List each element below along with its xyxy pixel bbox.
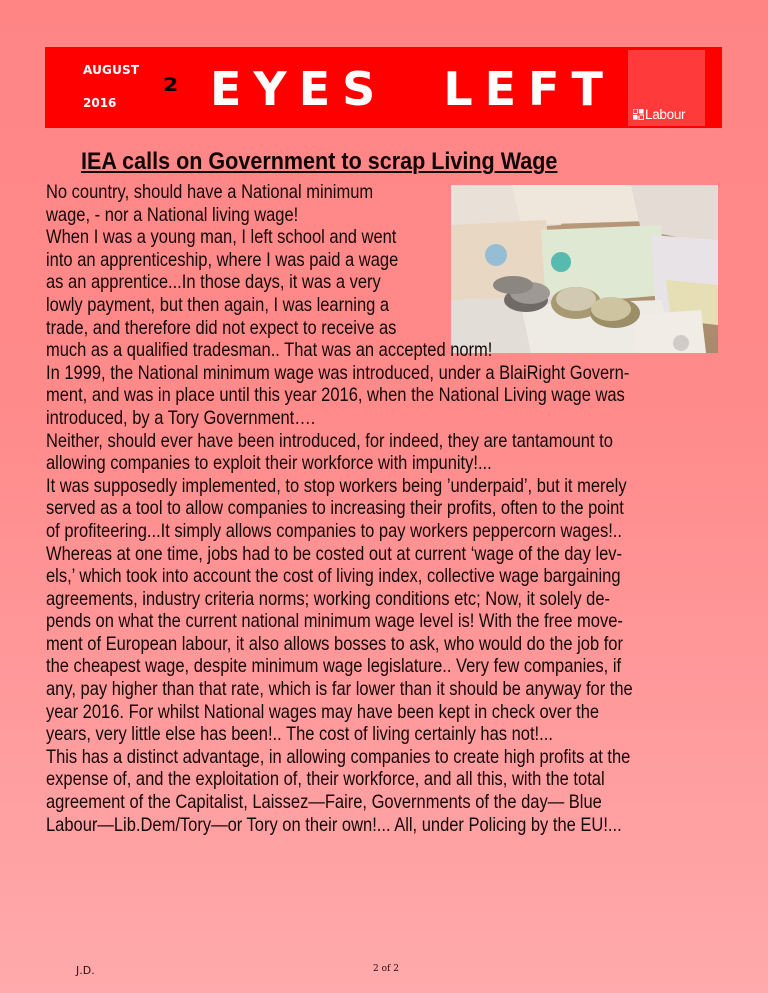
article-line: year 2016. For whilst National wages may have been kept in check over the [46, 701, 600, 723]
article-line: much as a qualified tradesman.. That was an accepted norm! [46, 340, 493, 362]
article-line: allowing companies to exploit their workforce with impunity!... [46, 453, 492, 475]
article-line: wage, - nor a National living wage! [46, 204, 299, 226]
article-line: agreement of the Capitalist, Laissez—Faire, Governments of the day— Blue [46, 792, 602, 814]
article-line: served as a tool to allow companies to increasing their profits, often to the point [46, 498, 624, 520]
author-initials: J.D. [76, 964, 95, 977]
article-headline: IEA calls on Government to scrap Living Wage [81, 148, 558, 175]
rose-icon [633, 109, 644, 120]
article-line: Whereas at one time, jobs had to be costed out at current ‘wage of the day lev- [46, 543, 623, 565]
article-line: pends on what the current national minimum wage level is! With the free move- [46, 611, 623, 633]
article-line: This has a distinct advantage, in allowing companies to create high profits at the [46, 746, 631, 768]
article-line: lowly payment, but then again, I was learning a [46, 294, 390, 316]
labour-logo [633, 107, 685, 122]
article-line: ment of European labour, it also allows bosses to ask, who would do the job for [46, 633, 623, 655]
article-line: as an apprentice...In those days, it was a very [46, 272, 381, 294]
article-line: trade, and therefore did not expect to receive as [46, 317, 397, 339]
article-line: agreements, industry criteria norms; working conditions etc; Now, it solely de- [46, 588, 611, 610]
article-line: of profiteering...It simply allows companies to pay workers peppercorn wages!.. [46, 520, 622, 542]
masthead-banner [45, 47, 722, 128]
issue-month: AUGUST [83, 63, 140, 77]
article-line: introduced, by a Tory Government…. [46, 407, 316, 429]
article-line: No country, should have a National minimum [46, 182, 374, 203]
article-body [46, 182, 768, 837]
article-line: Neither, should ever have been introduced, for indeed, they are tantamount to [46, 430, 613, 452]
article-line: ment, and was in place until this year 2016, when the National Living wage was [46, 385, 625, 407]
article-line: expense of, and the exploitation of, their workforce, and all this, with the total [46, 769, 605, 791]
newsletter-title: EYES LEFT [210, 62, 615, 116]
article-line: It was supposedly implemented, to stop workers being ’underpaid’, but it merely [46, 475, 627, 497]
issue-year: 2016 [83, 96, 117, 110]
article-line: When I was a young man, I left school and went [46, 227, 397, 249]
labour-logo-box [628, 50, 705, 126]
article-line: In 1999, the National minimum wage was introduced, under a BlaiRight Govern- [46, 362, 630, 384]
labour-logo-text: Labour [645, 107, 686, 122]
issue-number: 2 [163, 74, 179, 97]
article-line: Labour—Lib.Dem/Tory—or Tory on their own!... All, under Policing by the EU!... [46, 814, 622, 836]
article-line: the cheapest wage, despite minimum wage legislature.. Very few companies, if [46, 656, 622, 678]
article-line: els,’ which took into account the cost of living index, collective wage bargaining [46, 566, 621, 588]
article-line: years, very little else has been!.. The cost of living certainly has not!... [46, 724, 553, 746]
article-line: any, pay higher than that rate, which is far lower than it should be anyway for the [46, 679, 633, 701]
page-number: 2 of 2 [373, 964, 399, 974]
article-line: into an apprenticeship, where I was paid a wage [46, 249, 399, 271]
